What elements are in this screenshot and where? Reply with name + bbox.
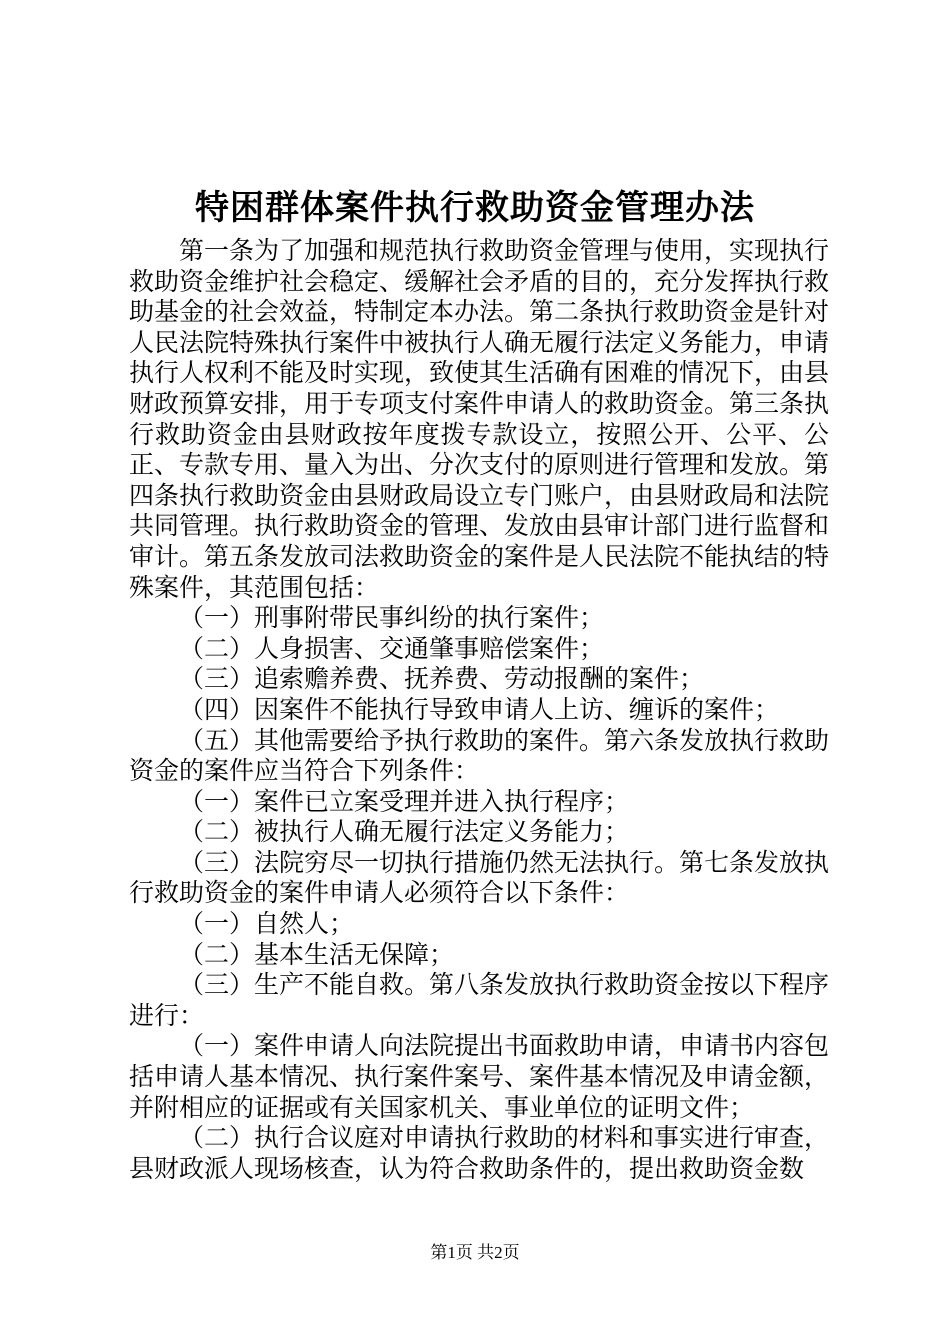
document-body [129,236,829,1184]
document-title: 特困群体案件执行救助资金管理办法 [195,188,755,228]
page-number-footer: 第1页 共2页 [430,1243,520,1262]
paragraph: （一）刑事附带民事纠纷的执行案件； [179,603,605,633]
paragraph: （一）案件已立案受理并进入执行程序； [179,786,630,816]
paragraph: （二）人身损害、交通肇事赔偿案件； [179,633,605,663]
paragraph: （一）案件申请人向法院提出书面救助申请，申请书内容包括申请人基本情况、执行案件案号、案件基本情况及申请金额，并附相应的证据或有关国家机关、事业单位的证明文件； [129,1031,830,1122]
paragraph: 第一条为了加强和规范执行救助资金管理与使用，实现执行救助资金维护社会稳定、缓解社会矛盾的目的，充分发挥执行救助基金的社会效益，特制定本办法。第二条执行救助资金是针对人民法院特殊执行案件中被执行人确无履行法定义务能力，申请执行人权利不能及时实现，致使其生活确有困难的情况下，由县财政预算安排，用于专项支付案件申请人的救助资金。第三条执行救助资金由县财政按年度拨专款设立，按照公开、公平、公正、专款专用、量入为出、分次支付的原则进行管理和发放。第四条执行救助资金由县财政局设立专门账户，由县财政局和法院共同管理。执行救助资金的管理、发放由县审计部门进行监督和审计。第五条发放司法救助资金的案件是人民法院不能执结的特殊案件，其范围包括： [129,236,830,602]
paragraph: （五）其他需要给予执行救助的案件。第六条发放执行救助资金的案件应当符合下列条件： [129,725,830,786]
paragraph: （三）追索赡养费、抚养费、劳动报酬的案件； [179,664,705,694]
paragraph: （一）自然人； [179,909,355,939]
paragraph: （三）生产不能自救。第八条发放执行救助资金按以下程序进行： [129,970,830,1030]
paragraph: （二）基本生活无保障； [179,939,455,969]
paragraph: （四）因案件不能执行导致申请人上访、缠诉的案件； [179,694,780,724]
paragraph: （三）法院穷尽一切执行措施仍然无法执行。第七条发放执行救助资金的案件申请人必须符合以下条件： [129,847,830,908]
paragraph: （二）被执行人确无履行法定义务能力； [179,817,630,847]
paragraph: （二）执行合议庭对申请执行救助的材料和事实进行审查，县财政派人现场核查，认为符合救助条件的，提出救助资金数 [129,1123,830,1183]
